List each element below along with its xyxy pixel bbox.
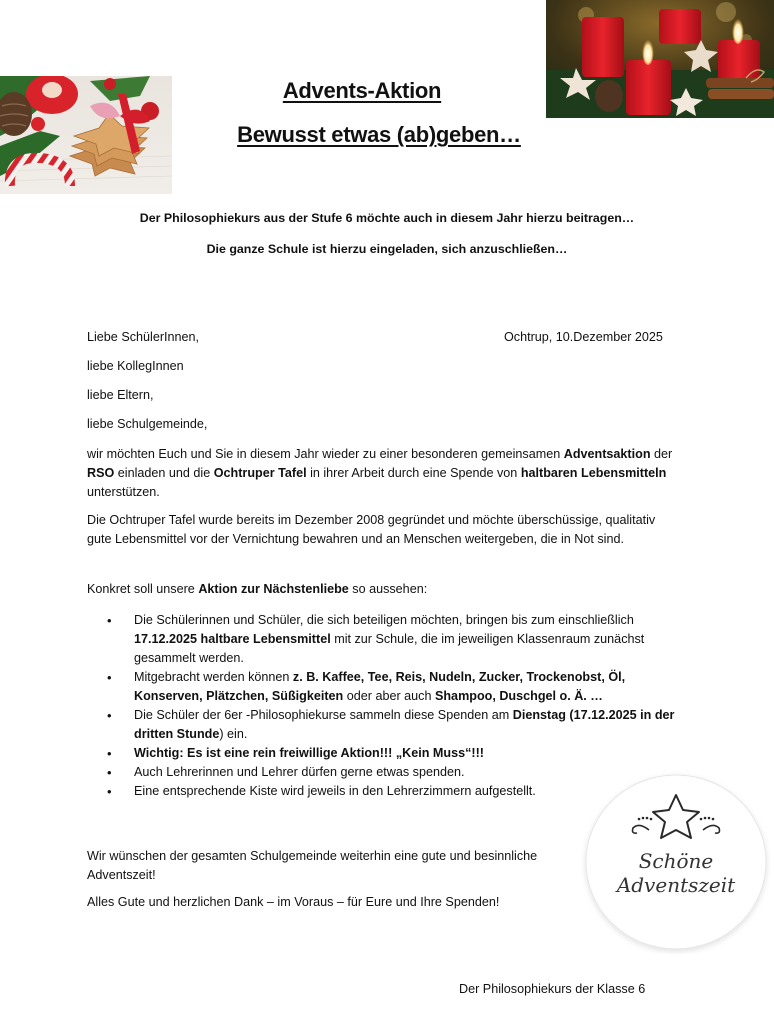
closing-wish: Wir wünschen der gesamten Schulgemeinde weiterhin eine gute und besinnliche Adventszeit! [87,849,538,882]
salutation-1: Liebe SchülerInnen, [87,330,200,344]
list-item: • Die Schüler der 6er -Philosophiekurse sammeln diese Spenden am Dienstag (17.12.2025 in der dritten Stunde) ein. [107,706,677,744]
salutation-2: liebe KollegInnen [87,359,184,373]
salutation-3: liebe Eltern, [87,388,154,402]
paragraph-action-intro: Konkret soll unsere Aktion zur Nächstenliebe so aussehen: [87,582,428,596]
page-title: Advents-Aktion [282,78,442,103]
advent-greeting-badge [581,770,771,954]
list-item: • Auch Lehrerinnen und Lehrer dürfen gerne etwas spenden. [107,763,677,782]
salutation-4: liebe Schulgemeinde, [87,417,208,431]
signature: Der Philosophiekurs der Klasse 6 [459,982,646,996]
badge-line-1: Schöne [638,849,714,873]
intro-line-2: Die ganze Schule ist hierzu eingeladen, sich anzuschließen… [206,242,568,256]
badge-line-2: Adventszeit [616,873,736,897]
paragraph-tafel-info: Die Ochtruper Tafel wurde bereits im Dezember 2008 gegründet und möchte überschüssige, qualitativ gute Lebensmittel vor der Vernichtung bewahren und an Menschen weitergeben, die in Not sind. [87,513,656,546]
page-subtitle: Bewusst etwas (ab)geben… [237,122,521,147]
list-item: • Eine entsprechende Kiste wird jeweils in den Lehrerzimmern aufgestellt. [107,782,677,801]
intro-line-1: Der Philosophiekurs aus der Stufe 6 möchte auch in diesem Jahr hierzu beitragen… [139,211,635,225]
paragraph-invitation: wir möchten Euch und Sie in diesem Jahr wieder zu einer besonderen gemeinsamen Adventsaktion der RSO einladen und die Ochtruper Tafel in ihrer Arbeit durch eine Spende von haltbaren Lebensmitteln unterstützen. [87,447,673,499]
list-item: • Die Schülerinnen und Schüler, die sich beteiligen möchten, bringen bis zum einschließlich 17.12.2025 haltbare Lebensmittel mit zur Schule, die im jeweiligen Klassenraum zunächst gesammelt werden. [107,611,677,668]
list-item: • Mitgebracht werden können z. B. Kaffee, Tee, Reis, Nudeln, Zucker, Trockenobst, Öl, Konserven, Plätzchen, Süßigkeiten oder aber auch Shampoo, Duschgel o. Ä. … [107,668,677,706]
closing-thanks: Alles Gute und herzlichen Dank – im Voraus – für Eure und Ihre Spenden! [87,895,500,909]
place-date: Ochtrup, 10.Dezember 2025 [504,330,663,344]
list-item: • Wichtig: Es ist eine rein freiwillige Aktion!!! „Kein Muss“!!! [107,744,677,763]
